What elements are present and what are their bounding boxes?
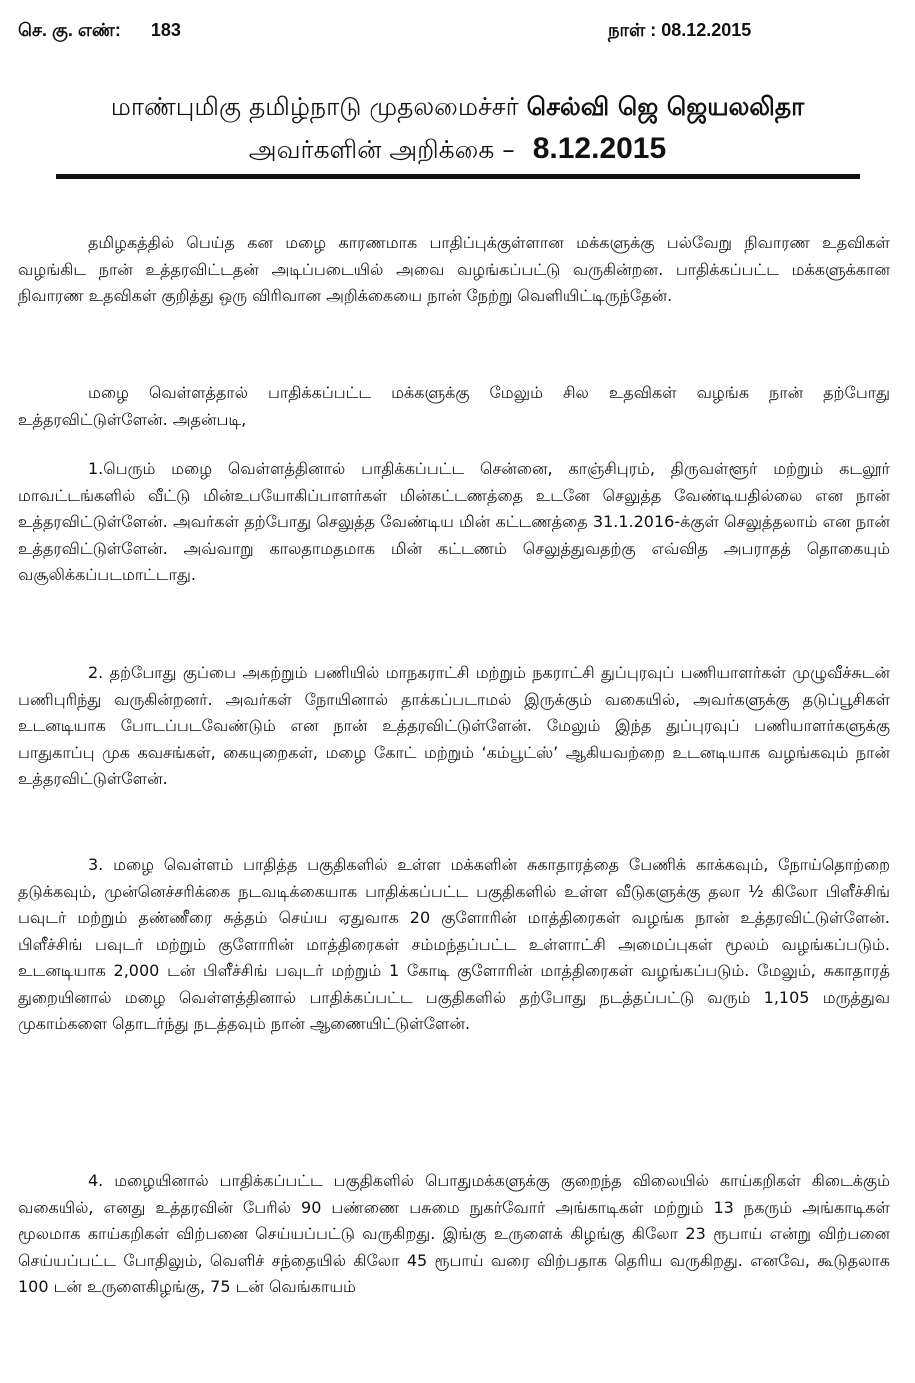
paragraph-announcement: மழை வெள்ளத்தால் பாதிக்கப்பட்ட மக்களுக்கு மேலும் சில உதவிகள் வழங்க நான் தற்போது உத்தரவிட்டுள்ளேன். அதன்படி,	[18, 383, 890, 429]
reference-label: செ. கு. எண்:	[18, 20, 121, 40]
title-name: செல்வி ஜெ ஜெயலலிதா	[526, 92, 805, 121]
title-date: 8.12.2015	[532, 132, 667, 165]
paragraph-item-3: 3. மழை வெள்ளம் பாதித்த பகுதிகளில் உள்ள மக்களின் சுகாதாரத்தை பேணிக் காக்கவும், நோய்தொற்றை தடுக்கவும், முன்னெச்சரிக்கை நடவடிக்கையாக பாதிக்கப்பட்ட பகுதிகளில் உள்ள வீடுகளுக்கு தலா ½ கிலோ பிளீச்சிங் பவுடர் மற்றும் தண்ணீரை சுத்தம் செய்ய ஏதுவாக 20 குளோரின் மாத்திரைகள் வழங்க நான் உத்தரவிட்டுள்ளேன். பிளீச்சிங் பவுடர் மற்றும் குளோரின் மாத்திரைகள் சம்மந்தப்பட்ட உள்ளாட்சி அமைப்புகள் மூலம் வழங்கப்படும். உடனடியாக 2,000 டன் பிளீச்சிங் பவுடர் மற்றும் 1 கோடி குளோரின் மாத்திரைகள் வழங்கப்படும். மேலும், சுகாதாரத் துறையினால் மழை வெள்ளத்தினால் பாதிக்கப்பட்ட பகுதிகளில் தற்போது நடத்தப்பட்டு வரும் 1,105 மருத்துவ முகாம்களை தொடர்ந்து நடத்தவும் நான் ஆணையிட்டுள்ளேன்.	[18, 855, 891, 1033]
paragraph-item-4: 4. மழையினால் பாதிக்கப்பட்ட பகுதிகளில் பொதுமக்களுக்கு குறைந்த விலையில் காய்கறிகள் கிடைக்கும் வகையில், எனது உத்தரவின் பேரில் 90 பண்ணை பசுமை நுகர்வோர் அங்காடிகள் மற்றும் 13 நகரும் அங்காடிகள் மூலமாக காய்கறிகள் விற்பனை செய்யப்பட்டு வருகிறது. இங்கு உருளைக் கிழங்கு கிலோ 23 ரூபாய் என்று விற்பனை செய்யப்பட்ட போதிலும், வெளிச் சந்தையில் கிலோ 45 ரூபாய் வரை விற்பதாக தெரிய வருகிறது. எனவே, கூடுதலாக 100 டன் உருளைகிழங்கு, 75 டன் வெங்காயம்	[18, 1171, 890, 1296]
title-prefix: மாண்புமிகு தமிழ்நாடு முதலமைச்சர்	[110, 92, 519, 121]
paragraph-item-2: 2. தற்போது குப்பை அகற்றும் பணியில் மாநகராட்சி மற்றும் நகராட்சி துப்புரவுப் பணியாளர்கள் முழுவீச்சுடன் பணிபுரிந்து வருகின்றனர். அவர்கள் நோயினால் தாக்கப்படாமல் இருக்கும் வகையில், அவர்களுக்கு தடுப்பூசிகள் உடனடியாக போடப்படவேண்டும் என நான் உத்தரவிட்டுள்ளேன். மேலும் இந்த துப்புரவுப் பணியாளர்களுக்கு பாதுகாப்பு முக கவசங்கள், கையுறைகள், மழை கோட் மற்றும் ‘கம்பூட்ஸ்’ ஆகியவற்றை உடனடியாக வழங்கவும் நான் உத்தரவிட்டுள்ளேன்.	[18, 663, 891, 788]
reference-number	[18, 20, 181, 43]
title-divider	[56, 174, 860, 179]
paragraph-item-1: 1.பெரும் மழை வெள்ளத்தினால் பாதிக்கப்பட்ட சென்னை, காஞ்சிபுரம், திருவள்ளூர் மற்றும் கடலூர் மாவட்டங்களில் வீட்டு மின்உபயோகிப்பாளர்கள் மின்கட்டணத்தை உடனே செலுத்த வேண்டியதில்லை என நான் உத்தரவிட்டுள்ளேன். அவர்கள் தற்போது செலுத்த வேண்டிய மின் கட்டணத்தை 31.1.2016-க்குள் செலுத்தலாம் என நான் உத்தரவிட்டுள்ளேன். அவ்வாறு காலதாமதமாக மின் கட்டணம் செலுத்துவதற்கு எவ்வித அபராதத் தொகையும் வசூலிக்கப்படமாட்டாது.	[18, 459, 890, 584]
document-meta	[18, 20, 897, 46]
paragraph-intro: தமிழகத்தில் பெய்த கன மழை காரணமாக பாதிப்புக்குள்ளான மக்களுக்கு பல்வேறு நிவாரண உதவிகள் வழங்கிட நான் உத்தரவிட்டதன் அடிப்படையில் அவை வழங்கப்பட்டு வருகின்றன. பாதிக்கப்பட்ட மக்களுக்கான நிவாரண உதவிகள் குறித்து ஒரு விரிவான அறிக்கையை நான் நேற்று வெளியிட்டிருந்தேன்.	[18, 233, 890, 305]
title-subtitle: அவர்களின் அறிக்கை –	[248, 135, 515, 164]
title-line-2	[30, 128, 885, 171]
reference-value: 183	[150, 20, 181, 40]
title-line-1	[30, 86, 885, 128]
page-title	[30, 86, 885, 171]
document-date: நாள் : 08.12.2015	[608, 20, 752, 40]
